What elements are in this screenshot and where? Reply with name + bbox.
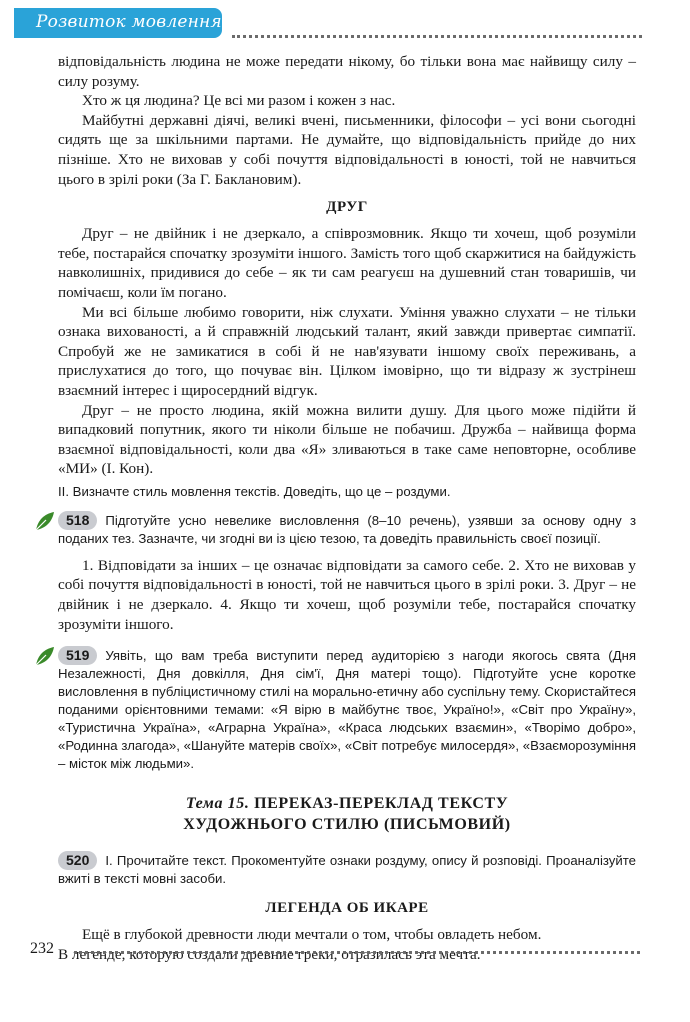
- page-content: [58, 52, 636, 964]
- page-number: 232: [30, 940, 54, 957]
- task-number-badge: 518: [58, 511, 97, 530]
- task-519-text: Уявіть, що вам треба виступити перед аудиторією з нагоди якогось свята (Дня Незалежності, Дня довкілля, Дня сім'ї, Дня матері тощо). Підготуйте усне коротке висловлення в публіцистичному стилі на морально-етичну або суспільну тему. Скористайтеся поданими орієнтовними темами: «Я вірю в майбутнє твоє, Україно!», «Світ про Україну», «Туристична Україна», «Аграрна Україна», «Краса людських взаємин», «Творімо добро», «Родинна злагода», «Шануйте матерів своїх», «Світ потребує милосердя», «Взаєморозуміння – місток між людьми».: [58, 648, 636, 772]
- task-518: [58, 511, 636, 548]
- task-number-badge: 520: [58, 851, 97, 870]
- legend-title: ЛЕГЕНДА ОБ ИКАРЕ: [265, 900, 429, 917]
- task-number-badge: 519: [58, 646, 97, 665]
- legend-line-1: Ещё в глубокой древности люди мечтали о том, чтобы овладеть небом.: [82, 926, 542, 944]
- section-title: Розвиток мовлення: [36, 12, 222, 32]
- top-paragraph-1: відповідальність людина не може передати нікому, бо тільки вона має найвищу силу – силу розуму.: [58, 53, 636, 90]
- druh-title: ДРУГ: [326, 199, 368, 216]
- topic-heading: [58, 793, 636, 835]
- leaf-icon: [32, 643, 58, 669]
- topic-title-line2: ХУДОЖНЬОГО СТИЛЮ (ПИСЬМОВИЙ): [183, 816, 511, 834]
- footer-dotted-rule: [74, 951, 640, 954]
- task-519: [58, 646, 636, 773]
- header-dotted-rule: [232, 35, 642, 38]
- task-518-theses: 1. Відповідати за інших – це означає відповідати за самого себе. 2. Хто не виховав у собі почуття відповідальності в юності, той не навчиться цього в зрілі роки. 3. Друг – не двійник і не дзеркало. 4. Якщо ти хочеш, щоб розуміли тебе, постарайся спочатку зрозуміти іншого.: [58, 556, 636, 633]
- druh-paragraph-1: Друг – не двійник і не дзеркало, а співрозмовник. Якщо ти хочеш, щоб розуміли тебе, постарайся спочатку зрозуміти іншого. Замість того щоб скаржитися на байдужість навколишніх, придивися до себе – як ти сам реагуєш на душевний стан товаришів, чи помічаєш, коли їм погано.: [58, 225, 636, 301]
- top-paragraph-3: Майбутні державні діячі, великі вчені, письменники, філософи – усі вони сьогодні сидять ще за шкільними партами. Не думайте, що відповідальність прийде до них пізніше. Хто не виховав у собі почуття відповідальності в юності, той не навчиться цього в зрілі роки (За Г. Баклановим).: [58, 111, 636, 188]
- legend-line-2: В легенде, которую создали древние греки, отразилась эта мечта.: [58, 945, 481, 963]
- topic-label: Тема 15.: [185, 795, 250, 813]
- druh-paragraph-2: Ми всі більше любимо говорити, ніж слухати. Уміння уважно слухати – не тільки ознака вихованості, а й справжній людський талант, який завжди привертає симпатії. Спробуй же не замикатися в собі й не нав'язувати іншому своїх переживань, а прислухатися до того, що почуває він. Цілком імовірно, що ти відразу ж зустрінеш взаємний інтерес і щиросердний відгук.: [58, 303, 636, 399]
- top-paragraph-2: Хто ж ця людина? Це всі ми разом і кожен з нас.: [82, 92, 396, 110]
- druh-paragraph-3: Друг – не просто людина, якій можна вилити душу. Для цього може підійти й випадковий попутник, якого ти ніколи більше не побачиш. Дружба – найвища форма взаємної відповідальності, коли два «Я» зливаються в таке саме неповторне, особливе «МИ» (І. Кон).: [58, 401, 636, 478]
- instruction-ii: II. Визначте стиль мовлення текстів. Доведіть, що це – роздуми.: [58, 483, 451, 499]
- task-520: [58, 851, 636, 888]
- leaf-icon: [32, 508, 58, 534]
- topic-title-line1: ПЕРЕКАЗ-ПЕРЕКЛАД ТЕКСТУ: [254, 795, 509, 813]
- task-518-text: Підготуйте усно невелике висловлення (8–10 речень), узявши за основу одну з поданих тез. Зазначте, чи згодні ви із цією тезою, та доведіть правильність своєї позиції.: [58, 512, 636, 546]
- task-520-text: I. Прочитайте текст. Прокоментуйте ознаки роздуму, опису й розповіді. Проаналізуйте вжиті в тексті мовні засоби.: [58, 853, 636, 887]
